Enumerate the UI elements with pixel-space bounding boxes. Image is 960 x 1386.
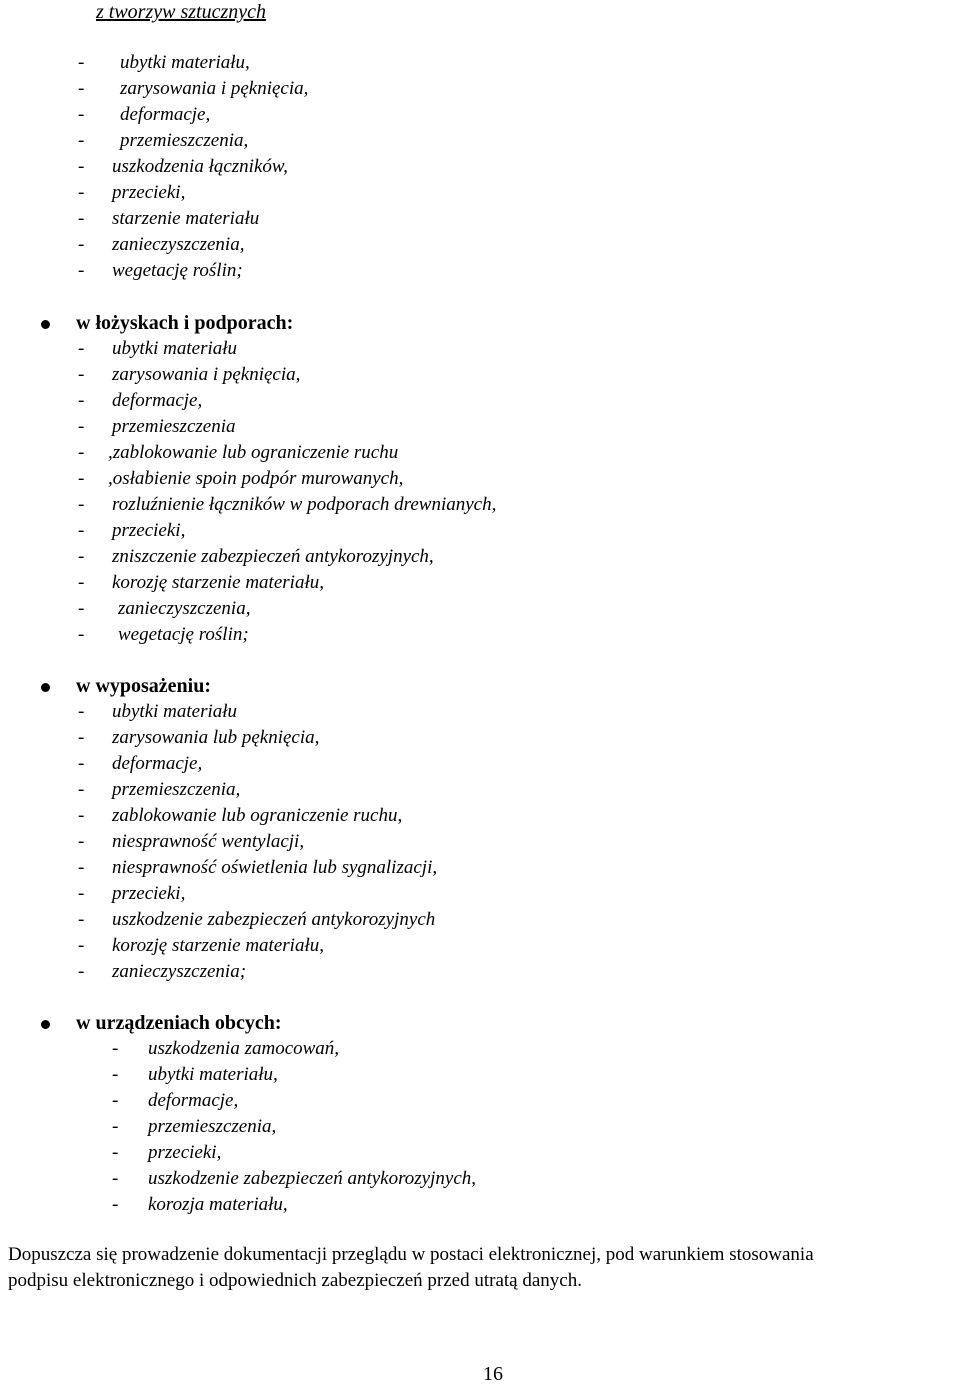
list-item-text: deformacje,	[112, 753, 203, 774]
list-item	[78, 258, 878, 284]
section-heading-foreign-devices: w urządzeniach obcych:	[76, 1012, 282, 1034]
list-item	[78, 959, 878, 985]
dash-marker: -	[78, 909, 85, 930]
list-item-text: deformacje,	[148, 1090, 239, 1111]
dash-marker: -	[78, 468, 85, 489]
dash-marker: -	[78, 416, 85, 437]
list-item-text: zarysowania i pęknięcia,	[112, 364, 301, 385]
list-item	[78, 803, 878, 829]
list-item-text: przecieki,	[148, 1142, 222, 1163]
list-item	[112, 1140, 912, 1166]
dash-marker: -	[78, 208, 85, 229]
list-item-text: rozluźnienie łączników w podporach drewnianych,	[112, 494, 497, 515]
list-item	[78, 154, 878, 180]
dash-marker: -	[78, 961, 85, 982]
dash-marker: -	[112, 1116, 119, 1137]
list-item	[78, 414, 878, 440]
list-item-text: przecieki,	[112, 182, 186, 203]
list-item	[78, 180, 878, 206]
list-item	[112, 1036, 912, 1062]
dash-marker: -	[78, 753, 85, 774]
list-item	[78, 777, 878, 803]
list-item-text: zniszczenie zabezpieczeń antykorozyjnych,	[112, 546, 434, 567]
dash-marker: -	[78, 520, 85, 541]
list-item-text: przecieki,	[112, 883, 186, 904]
list-item-text: niesprawność wentylacji,	[112, 831, 305, 852]
dash-marker: -	[78, 779, 85, 800]
dash-marker: -	[112, 1194, 119, 1215]
list-item	[78, 232, 878, 258]
dash-marker: -	[78, 935, 85, 956]
list-item	[78, 336, 878, 362]
list-item-text: przemieszczenia	[112, 416, 236, 437]
dash-marker: -	[112, 1090, 119, 1111]
list-item	[78, 362, 878, 388]
list-item	[112, 1192, 912, 1218]
dash-marker: -	[78, 78, 85, 99]
section-heading-bearings: w łożyskach i podporach:	[76, 312, 294, 334]
list-item	[78, 544, 878, 570]
list-item	[112, 1088, 912, 1114]
list-item-text: uszkodzenia łączników,	[112, 156, 288, 177]
list-item	[78, 570, 878, 596]
dash-marker: -	[78, 338, 85, 359]
list-item	[78, 206, 878, 232]
list-item	[78, 596, 878, 622]
list-item-text: uszkodzenie zabezpieczeń antykorozyjnych,	[148, 1168, 477, 1189]
list-item	[112, 1166, 912, 1192]
list-item	[78, 50, 878, 76]
list-item	[78, 907, 878, 933]
defect-list-foreign-devices	[112, 1036, 912, 1218]
dash-marker: -	[78, 546, 85, 567]
list-item-text: zarysowania i pęknięcia,	[120, 78, 309, 99]
list-item-text: przemieszczenia,	[148, 1116, 277, 1137]
list-item-text: zanieczyszczenia;	[112, 961, 247, 982]
list-item	[78, 440, 878, 466]
list-item-text: przemieszczenia,	[120, 130, 249, 151]
list-item	[78, 128, 878, 154]
list-item-text: wegetację roślin;	[118, 624, 249, 645]
dash-marker: -	[78, 598, 85, 619]
list-item	[78, 466, 878, 492]
list-item-text: ,osłabienie spoin podpór murowanych,	[108, 468, 404, 489]
list-item-text: przemieszczenia,	[112, 779, 241, 800]
list-item-text: ,zablokowanie lub ograniczenie ruchu	[108, 442, 399, 463]
dash-marker: -	[112, 1168, 119, 1189]
list-item	[78, 699, 878, 725]
list-item-text: uszkodzenia zamocowań,	[148, 1038, 340, 1059]
dash-marker: -	[78, 52, 85, 73]
list-item-text: wegetację roślin;	[112, 260, 243, 281]
list-item	[78, 102, 878, 128]
dash-marker: -	[112, 1142, 119, 1163]
list-item-text: deformacje,	[112, 390, 203, 411]
dash-marker: -	[112, 1038, 119, 1059]
list-item	[78, 751, 878, 777]
paragraph-line: podpisu elektronicznego i odpowiednich zabezpieczeń przed utratą danych.	[8, 1270, 582, 1291]
paragraph-line: Dopuszcza się prowadzenie dokumentacji przeglądu w postaci elektronicznej, pod warunkiem stosowania	[8, 1244, 814, 1265]
dash-marker: -	[78, 831, 85, 852]
dash-marker: -	[78, 260, 85, 281]
list-item-text: zarysowania lub pęknięcia,	[112, 727, 320, 748]
dash-marker: -	[78, 857, 85, 878]
dash-marker: -	[78, 130, 85, 151]
defect-list-equipment	[78, 699, 878, 985]
list-item-text: deformacje,	[120, 104, 211, 125]
dash-marker: -	[78, 727, 85, 748]
list-item-text: przecieki,	[112, 520, 186, 541]
list-item	[78, 492, 878, 518]
list-item	[78, 933, 878, 959]
list-item-text: zanieczyszczenia,	[118, 598, 251, 619]
dash-marker: -	[78, 883, 85, 904]
dash-marker: -	[78, 494, 85, 515]
list-item-text: ubytki materiału	[112, 338, 238, 359]
page-number: 16	[483, 1363, 503, 1385]
dash-marker: -	[78, 104, 85, 125]
list-item	[78, 881, 878, 907]
list-item	[78, 518, 878, 544]
dash-marker: -	[78, 624, 85, 645]
defect-list-bearings	[78, 336, 878, 648]
dash-marker: -	[78, 572, 85, 593]
dash-marker: -	[78, 701, 85, 722]
dash-marker: -	[78, 234, 85, 255]
dash-marker: -	[78, 442, 85, 463]
dash-marker: -	[78, 156, 85, 177]
list-item-text: uszkodzenie zabezpieczeń antykorozyjnych	[112, 909, 436, 930]
list-item-text: zanieczyszczenia,	[112, 234, 245, 255]
list-item	[112, 1114, 912, 1140]
dash-marker: -	[112, 1064, 119, 1085]
list-item-text: korozję starzenie materiału,	[112, 572, 324, 593]
bullet-icon	[41, 1020, 50, 1029]
dash-marker: -	[78, 390, 85, 411]
closing-paragraph	[8, 1242, 958, 1294]
list-item-text: zablokowanie lub ograniczenie ruchu,	[112, 805, 403, 826]
list-item-text: ubytki materiału,	[120, 52, 250, 73]
list-item-text: korozję starzenie materiału,	[112, 935, 324, 956]
defect-list-plastics	[78, 50, 878, 284]
list-item	[78, 76, 878, 102]
list-item	[78, 855, 878, 881]
bullet-icon	[41, 683, 50, 692]
list-item-text: niesprawność oświetlenia lub sygnalizacji,	[112, 857, 438, 878]
list-item	[78, 725, 878, 751]
list-item-text: ubytki materiału,	[148, 1064, 278, 1085]
section-heading-equipment: w wyposażeniu:	[76, 675, 212, 697]
list-item-text: korozja materiału,	[148, 1194, 288, 1215]
dash-marker: -	[78, 182, 85, 203]
dash-marker: -	[78, 364, 85, 385]
bullet-icon	[41, 320, 50, 329]
list-item	[78, 388, 878, 414]
list-item-text: ubytki materiału	[112, 701, 238, 722]
dash-marker: -	[78, 805, 85, 826]
list-item	[112, 1062, 912, 1088]
list-item-text: starzenie materiału	[112, 208, 260, 229]
list-item	[78, 622, 878, 648]
subsection-heading: z tworzyw sztucznych	[96, 1, 266, 23]
list-item	[78, 829, 878, 855]
